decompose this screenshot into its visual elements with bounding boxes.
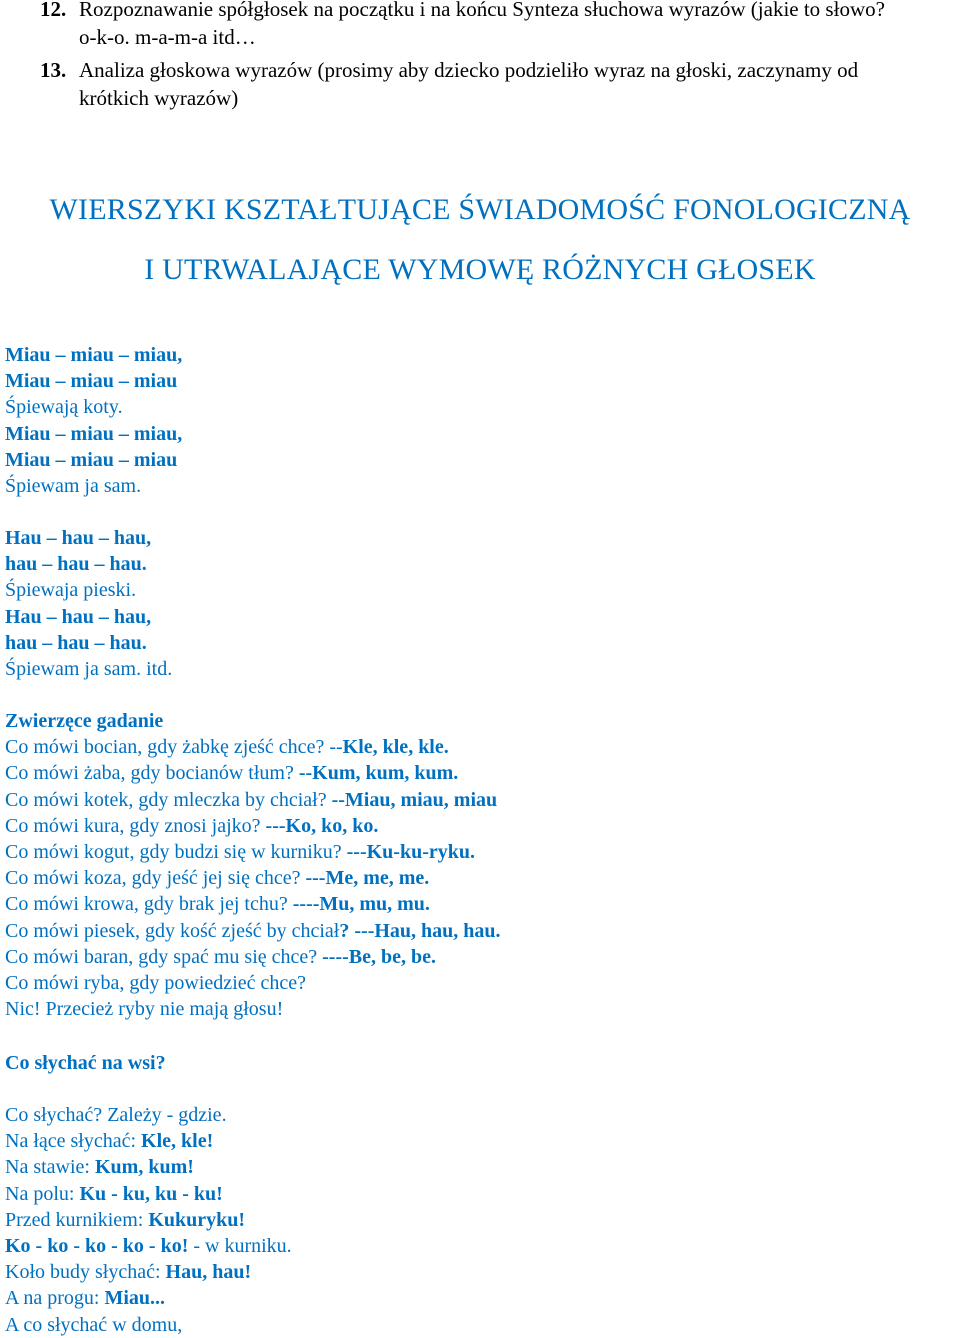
poem-line: hau – hau – hau. [5,553,147,576]
poem-line [5,865,501,891]
sound-text: Kukuryku! [148,1208,246,1231]
list-line: o-k-o. m-a-m-a itd… [79,25,256,49]
answer-text: --Miau, miau, miau [331,788,498,811]
line-text: - w kurniku. [188,1234,292,1257]
question-text: Co mówi baran, gdy spać mu się chce? [5,945,323,968]
poem-line [5,1128,292,1154]
poem-line: Hau – hau – hau, [5,605,152,628]
sound-text: Ku - ku, ku - ku! [79,1182,223,1205]
question-text: Co mówi krowa, gdy brak jej tchu? [5,893,293,916]
line-text: Na stawie: [5,1156,95,1179]
list-line: krótkich wyrazów) [79,86,239,110]
question-text: Co mówi bocian, gdy żabkę zjeść chce? -- [5,736,343,759]
sound-text: Miau... [104,1287,165,1310]
question-text: Co mówi kotek, gdy mleczka by chciał? [5,788,332,811]
poem-line [5,1154,292,1180]
answer-text: ---Ku-ku-ryku. [346,840,475,863]
question-text: Co mówi ryba, gdy powiedzieć chce? [5,971,307,994]
poem-line [5,787,501,813]
question-text: Co mówi kura, gdy znosi jajko? [5,814,266,837]
answer-text: ? ---Hau, hau, hau. [339,919,501,942]
sound-text: Ko - ko - ko - ko - ko! [5,1234,189,1257]
poem-line [5,1181,292,1207]
line-text: A na progu: [5,1287,105,1310]
poem-line: Miau – miau – miau, [5,422,183,445]
list-line: Rozpoznawanie spółgłosek na początku i na końcu Synteza słuchowa wyrazów (jakie to słowo? [79,0,885,21]
poem-line [5,1233,292,1259]
poem-miau [5,342,182,499]
sound-text: Kum, kum! [94,1156,194,1179]
answer-text: --Kum, kum, kum. [298,762,459,785]
poem-line [5,839,501,865]
poem-line: Śpiewam ja sam. [5,474,142,497]
question-text: Nic! Przecież ryby nie mają głosu! [5,998,284,1021]
section-heading-line2: I UTRWALAJĄCE WYMOWĘ RÓŻNYCH GŁOSEK [144,253,816,286]
poem-title: Co słychać na wsi? [5,1052,166,1074]
poem-line [5,918,501,944]
list-number: 13. [40,58,67,82]
list-text [79,0,949,51]
list-number: 12. [40,0,67,21]
poem-line: Co słychać? Zależy - gdzie. [5,1104,227,1126]
question-text: Co mówi żaba, gdy bocianów tłum? [5,762,299,785]
sound-text: Hau, hau! [165,1261,252,1284]
poem-line: Miau – miau – miau [5,370,178,393]
line-text: Koło budy słychać: [5,1261,166,1284]
poem-hau [5,525,172,682]
sound-text: Kle, kle! [141,1130,214,1153]
poem-line: Miau – miau – miau, [5,344,183,366]
poem-zwierzece-gadanie [5,708,501,1022]
line-text: Na łące słychać: [5,1130,142,1153]
answer-text: Kle, kle, kle. [342,736,449,759]
poem-line [5,970,501,996]
poem-line [5,996,501,1022]
question-text: Co mówi piesek, gdy kość zjeść by chciał [5,919,340,942]
poem-line: hau – hau – hau. [5,631,147,654]
poem-line: Śpiewam ja sam. itd. [5,657,173,680]
poem-line [5,891,501,917]
answer-text: ---Ko, ko, ko. [265,814,379,837]
question-text: Co mówi koza, gdy jeść jej się chce? [5,867,306,890]
poem-co-slychac-na-wsi [5,1050,166,1076]
poem-title: Zwierzęce gadanie [5,710,164,732]
poem-line [5,1207,292,1233]
poem-line [5,734,501,760]
section-heading-line1: WIERSZYKI KSZTAŁTUJĄCE ŚWIADOMOŚĆ FONOLOGICZNĄ [49,193,911,226]
poem-line [5,1259,292,1285]
poem-line [5,1285,292,1311]
answer-text: ----Mu, mu, mu. [292,893,430,916]
poem-line: Śpiewaja pieski. [5,579,137,602]
answer-text: ---Me, me, me. [305,867,430,890]
question-text: Co mówi kogut, gdy budzi się w kurniku? [5,840,347,863]
poem-line: Śpiewają koty. [5,396,123,419]
poem-line [5,760,501,786]
poem-wies-body [5,1102,292,1338]
list-line: Analiza głoskowa wyrazów (prosimy aby dziecko podzieliło wyraz na głoski, zaczynamy od [79,58,859,82]
list-text [79,56,949,112]
poem-line: Miau – miau – miau [5,448,178,471]
line-text: Przed kurnikiem: [5,1208,149,1231]
poem-line: Hau – hau – hau, [5,527,152,549]
answer-text: ----Be, be, be. [322,945,436,968]
poem-line [5,813,501,839]
line-text: Na polu: [5,1182,80,1205]
poem-line [5,944,501,970]
poem-line: A co słychać w domu, [5,1313,183,1336]
